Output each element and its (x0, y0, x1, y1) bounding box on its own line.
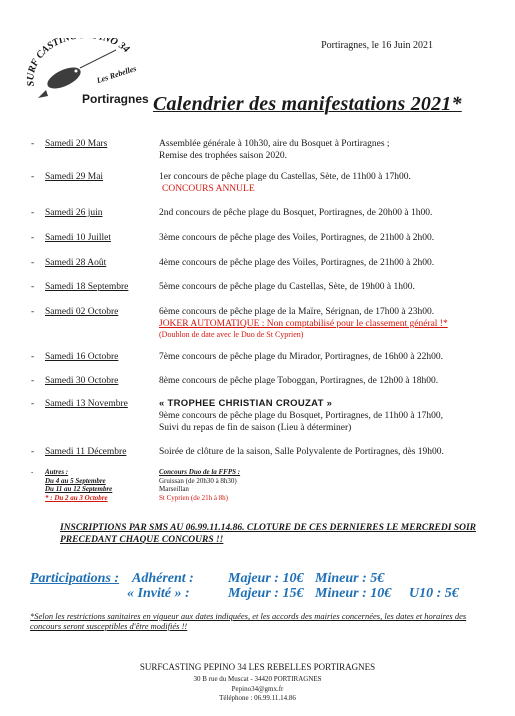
notes-location: Marseillan (159, 485, 189, 493)
notes-left-title: Autres : (45, 468, 69, 476)
event-date: Samedi 11 Décembre (45, 447, 127, 457)
majeur-invite-price: Majeur : 15€ (228, 586, 304, 601)
document-date: Portiragnes, le 16 Juin 2021 (321, 40, 433, 51)
page-title: Calendrier des manifestations 2021* (153, 93, 462, 115)
cancelled-notice: CONCOURS ANNULE (162, 184, 255, 194)
event-line: 2nd concours de pêche plage du Bosquet, Portiragnes, de 20h00 à 1h00. (159, 208, 433, 218)
event-line: Remise des trophées saison 2020. (159, 151, 287, 161)
adherent-label: Adhérent : (132, 571, 194, 586)
footer-phone: Téléphone : 06.99.11.14.86 (219, 694, 296, 702)
event-line: 1er concours de pêche plage du Castellas, Sète, de 11h00 à 17h00. (159, 172, 411, 182)
joker-subnote: (Doublon de date avec le Duo de St Cyprien) (159, 330, 304, 339)
event-line: 7ème concours de pêche plage du Mirador, Portiragnes, de 16h00 à 22h00. (159, 352, 444, 362)
participations-label: Participations : (30, 571, 120, 586)
event-date: Samedi 02 Octobre (45, 307, 119, 317)
logo-town: Portiragnes (82, 92, 149, 106)
event-line: 6ème concours de pêche plage de la Maïre, Sérignan, de 17h00 à 23h00. (159, 307, 435, 317)
footer-address: 30 B rue du Muscat - 34420 PORTIRAGNES (193, 675, 322, 683)
joker-notice: JOKER AUTOMATIQUE : Non comptabilisé pour le classement général !* (159, 319, 448, 329)
event-line: Soirée de clôture de la saison, Salle Polyvalente de Portiragnes, dès 19h00. (159, 447, 444, 457)
notes-location: St Cyprien (de 21h à 8h) (159, 493, 229, 502)
event-line: 3ème concours de pêche plage des Voiles, Portiragnes, de 21h00 à 2h00. (159, 233, 435, 243)
notes-date: Du 4 au 5 Septembre (45, 476, 106, 485)
footer-email: Pepino34@gmx.fr (231, 685, 284, 693)
notes-right-title: Concours Duo de la FFPS : (159, 468, 241, 476)
mineur-adherent-price: Mineur : 5€ (315, 571, 385, 586)
logo-subtitle: Les Rebelles (95, 63, 138, 86)
disclaimer-note: *Selon les restrictions sanitaires en vigueur aux dates indiquées, et les accords des mairies concernées, les dates et horaires des concours seront susceptibles d'être modifiés !! (30, 611, 467, 631)
logo-arc-text: SURF CASTIN NO 34 (26, 38, 132, 87)
inscriptions-notice: INSCRIPTIONS PAR SMS AU 06.99.11.14.86. CLOTURE DE CES DERNIERES LE MERCREDI SOIR PRECEDANT CHAQUE CONCOURS !! (60, 523, 477, 545)
event-line: 9ème concours de pêche plage du Bosquet, Portiragnes, de 11h00 à 17h00, (159, 411, 444, 421)
trophy-title: « TROPHEE CHRISTIAN CROUZAT » (159, 398, 333, 409)
event-date: Samedi 28 Août (45, 258, 107, 268)
event-line: Assemblée générale à 10h30, aire du Bosquet à Portiragnes ; (159, 139, 390, 149)
club-logo (26, 38, 149, 116)
mineur-invite-price: Mineur : 10€ (315, 586, 392, 601)
event-date: Samedi 18 Septembre (45, 282, 129, 292)
event-date: Samedi 20 Mars (45, 139, 108, 149)
event-line: 5ème concours de pêche plage du Castellas, Sète, de 19h00 à 1h00. (159, 282, 415, 292)
invite-label: « Invité » : (127, 586, 190, 601)
event-date: Samedi 30 Octobre (45, 376, 119, 386)
footer-club: SURFCASTING PEPINO 34 LES REBELLES PORTIRAGNES (139, 662, 376, 672)
event-date: Samedi 10 Juillet (45, 233, 111, 243)
u10-price: U10 : 5€ (409, 586, 459, 601)
event-date: Samedi 26 juin (45, 208, 103, 218)
notes-date: * : Du 2 au 3 Octobre (45, 493, 108, 502)
majeur-adherent-price: Majeur : 10€ (228, 571, 304, 586)
notes-location: Gruissan (de 20h30 à 8h30) (159, 476, 237, 485)
event-date: Samedi 13 Novembre (45, 399, 128, 409)
event-date: Samedi 29 Mai (45, 172, 104, 182)
notes-date: Du 11 au 12 Septembre (45, 485, 113, 493)
event-line: 8ème concours de pêche plage Toboggan, Portiragnes, de 12h00 à 18h00. (159, 376, 439, 386)
event-line: Suivi du repas de fin de saison (Lieu à déterminer) (159, 423, 352, 433)
event-line: 4ème concours de pêche plage des Voiles, Portiragnes, de 21h00 à 2h00. (159, 258, 435, 268)
event-date: Samedi 16 Octobre (45, 352, 119, 362)
